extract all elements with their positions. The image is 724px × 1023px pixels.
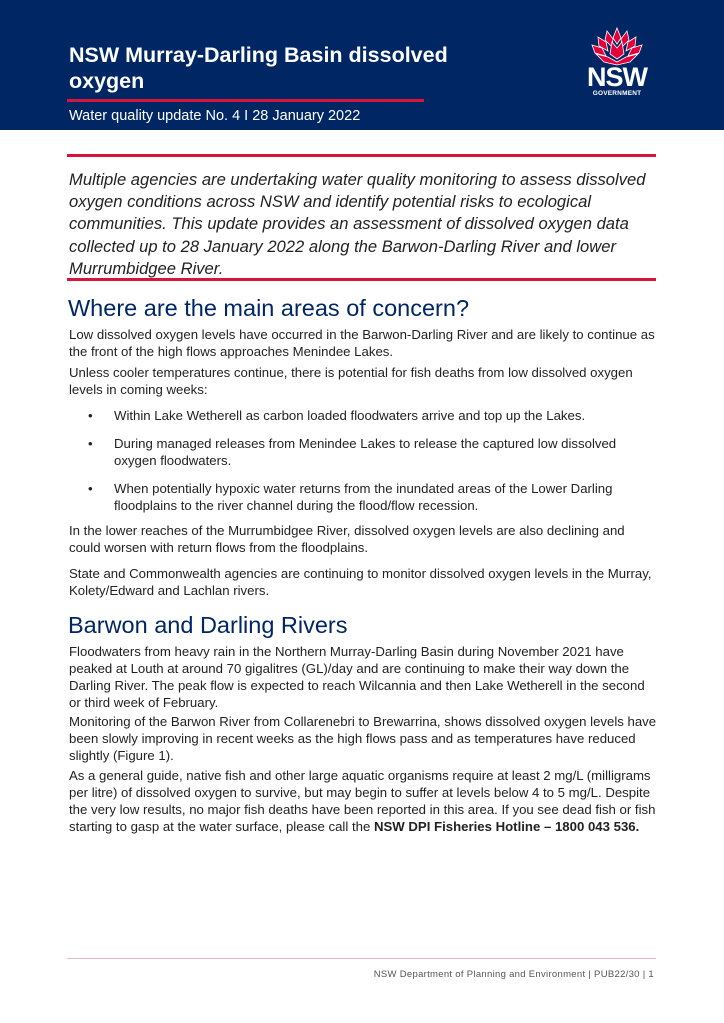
logo-government-label: GOVERNMENT bbox=[592, 90, 642, 97]
intro-top-rule bbox=[67, 154, 656, 157]
bullet-icon: • bbox=[88, 408, 93, 423]
list-item: • Within Lake Wetherell as carbon loaded floodwaters arrive and top up the Lakes. bbox=[88, 408, 586, 423]
bullet-icon: • bbox=[88, 481, 93, 496]
paragraph: Floodwaters from heavy rain in the Northern Murray-Darling Basin during November 2021 have peaked at Louth at around 70 gigalitres (GL)/day and are continuing to make their way down the Darling River. The peak flow is expected to reach Wilcannia and then Lake Wetherell in the second or third week of February. bbox=[69, 644, 645, 710]
paragraph: State and Commonwealth agencies are continuing to monitor dissolved oxygen levels in the Murray, Kolety/Edward and Lachlan rivers. bbox=[69, 566, 652, 598]
section-heading-barwon-darling: Barwon and Darling Rivers bbox=[68, 612, 348, 638]
waratah-icon bbox=[582, 26, 652, 66]
nsw-government-logo bbox=[582, 26, 652, 100]
page-footer: NSW Department of Planning and Environment | PUB22/30 | 1 bbox=[373, 969, 654, 980]
bullet-icon: • bbox=[88, 436, 93, 451]
intro-summary: Multiple agencies are undertaking water quality monitoring to assess dissolved oxygen conditions across NSW and identify potential risks to ecological communities. This update provides an assessment of dissolved oxygen data collected up to 28 January 2022 along the Barwon-Darling River and lower Murrumbidgee River. bbox=[69, 170, 646, 278]
document-subtitle: Water quality update No. 4 I 28 January 2022 bbox=[69, 108, 361, 124]
paragraph: In the lower reaches of the Murrumbidgee River, dissolved oxygen levels are also declining and could worsen with return flows from the floodplains. bbox=[69, 523, 625, 555]
paragraph: As a general guide, native fish and other large aquatic organisms require at least 2 mg/L (milligrams per litre) of dissolved oxygen to survive, but may begin to suffer at levels below 4 to 5 mg/L. Despite the very low results, no major fish deaths have been reported in this area. If you see dead fish or fish starting to gasp at the water surface, please call the NSW DPI Fisheries Hotline – 1800 043 536. bbox=[69, 768, 656, 834]
title-divider bbox=[67, 99, 424, 102]
concern-bullet-list bbox=[69, 407, 649, 514]
list-item: • When potentially hypoxic water returns from the inundated areas of the Lower Darling floodplains to the river channel during the flood/flow recession. bbox=[88, 481, 613, 513]
paragraph: Monitoring of the Barwon River from Collarenebri to Brewarrina, shows dissolved oxygen levels have been slowly improving in recent weeks as the high flows pass and as temperatures have reduced slightly (Figure 1). bbox=[69, 714, 657, 763]
paragraph: Low dissolved oxygen levels have occurred in the Barwon-Darling River and are likely to continue as the front of the high flows approaches Menindee Lakes. bbox=[69, 327, 655, 359]
footer-divider bbox=[67, 958, 656, 959]
paragraph: Unless cooler temperatures continue, there is potential for fish deaths from low dissolved oxygen levels in coming weeks: bbox=[69, 365, 633, 397]
fisheries-hotline: NSW DPI Fisheries Hotline – 1800 043 536. bbox=[373, 819, 640, 834]
document-title: NSW Murray-Darling Basin dissolved oxygen bbox=[69, 43, 448, 93]
intro-bottom-rule bbox=[67, 278, 656, 281]
list-item: • During managed releases from Menindee Lakes to release the captured low dissolved oxygen floodwaters. bbox=[88, 436, 617, 468]
header-banner bbox=[0, 0, 724, 130]
logo-wordmark: NSW bbox=[587, 62, 647, 92]
section-heading-areas-of-concern: Where are the main areas of concern? bbox=[68, 295, 470, 321]
